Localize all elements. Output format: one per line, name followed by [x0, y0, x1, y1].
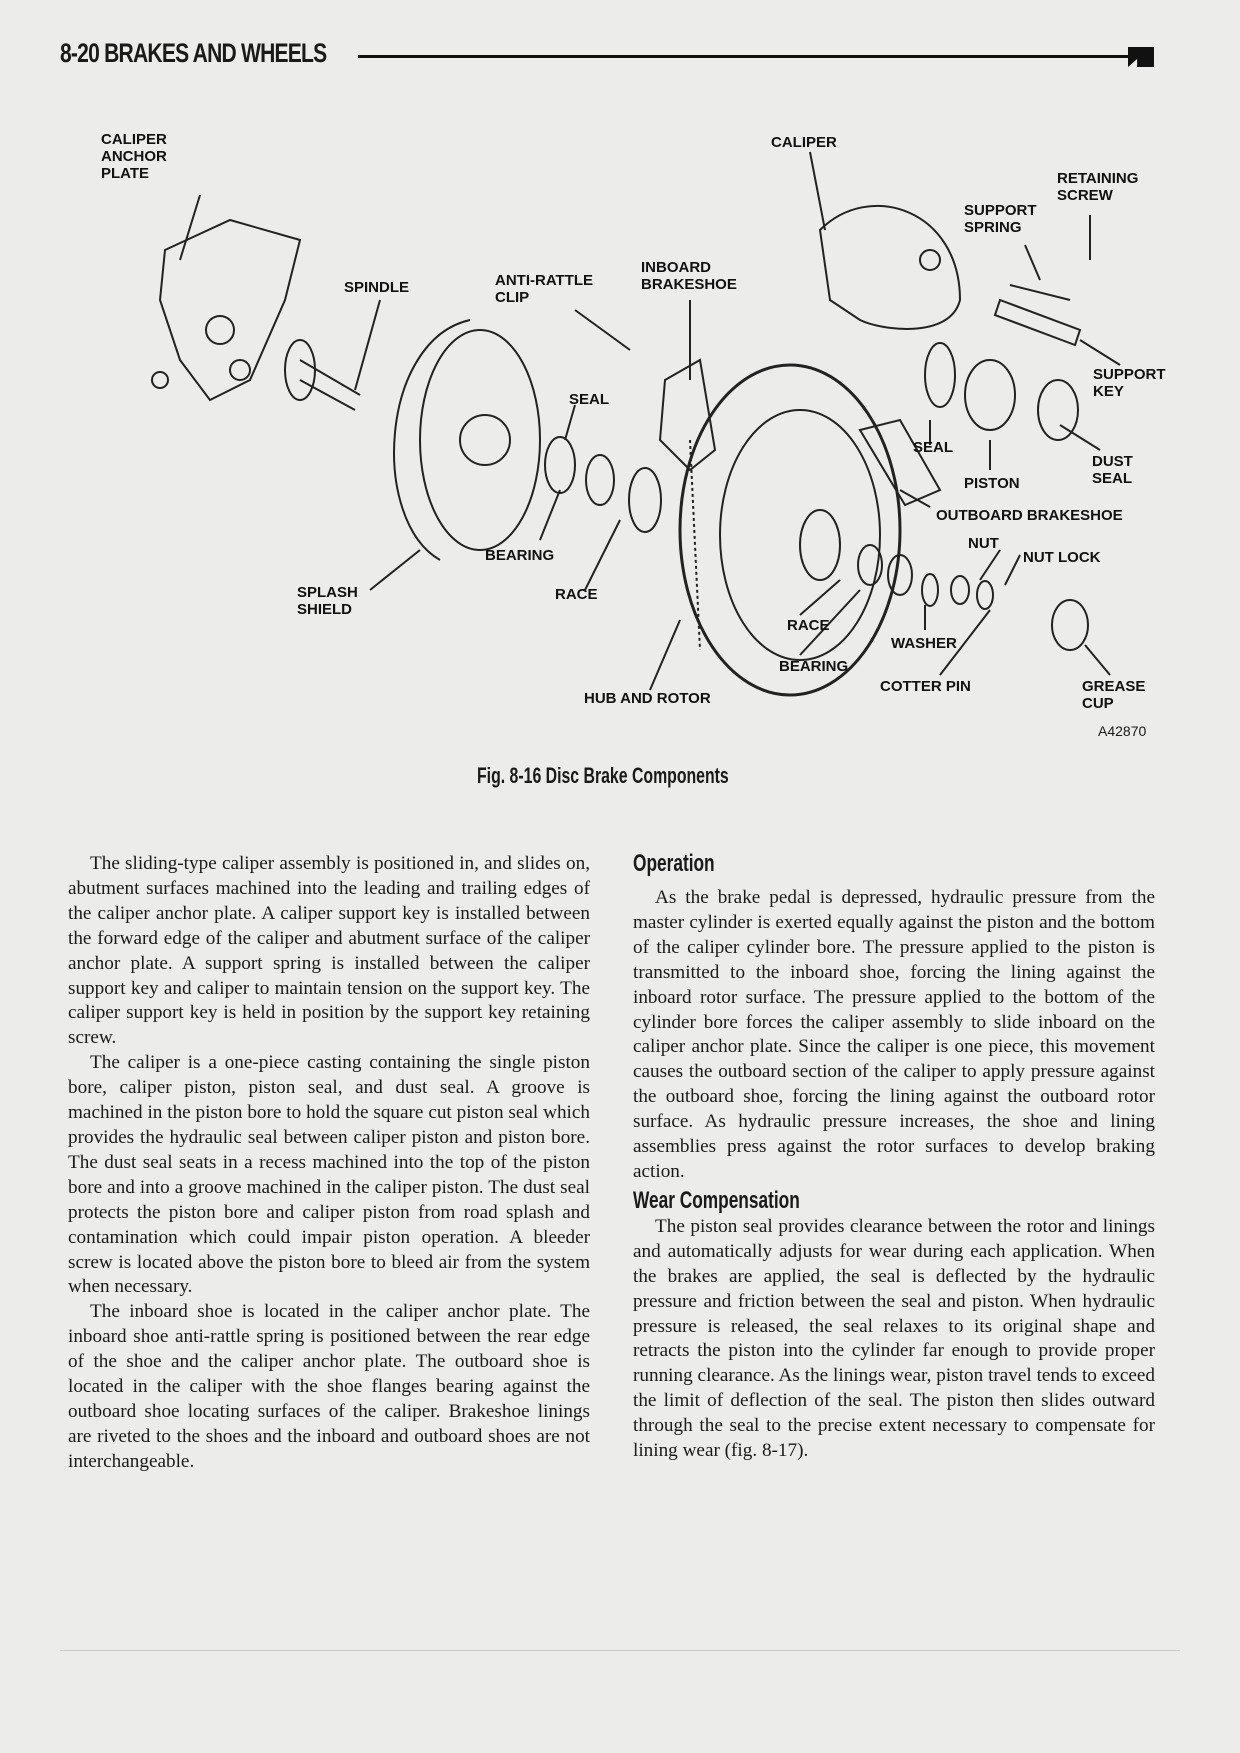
section-heading-operation: Operation [633, 850, 715, 877]
label-race-outer: RACE [787, 617, 830, 634]
label-outboard-brakeshoe: OUTBOARD BRAKESHOE [936, 507, 1123, 524]
label-race-inner: RACE [555, 586, 598, 603]
label-inboard-brakeshoe: INBOARD BRAKESHOE [641, 259, 737, 293]
label-dust-seal: DUST SEAL [1092, 453, 1133, 487]
paragraph: As the brake pedal is depressed, hydraulic pressure from the master cylinder is exerted equally against the piston and the bottom of the caliper cylinder bore. The pressure applied to the piston is transmitted to the inboard shoe, forcing the lining against the inboard rotor surface. The pressure applied to the bottom of the cylinder bore forces the caliper assembly to slide inboard on the caliper anchor plate. Since the caliper is one piece, this movement causes the outboard section of the caliper to apply pressure against the outboard shoe, forcing the lining against the outboard rotor surface. As hydraulic pressure increases, the shoe and lining assemblies press against the rotor surfaces to develop braking action. [633, 887, 1155, 1182]
support-key-drawing [995, 285, 1080, 345]
paragraph: The piston seal provides clearance between the rotor and linings and automatically adjusts for wear during each application. When the brakes are applied, the seal is deflected by the hydraulic pressure and friction between the seal and piston. When hydraulic pressure is released, the seal relaxes to its original shape and retracts the piston into the cylinder far enough to provide proper running clearance. As the linings wear, piston travel tends to exceed the limit of deflection of the seal. The piston then slides outward through the seal to the precise extent necessary to compensate for lining wear (fig. 8-17). [633, 1215, 1155, 1462]
label-spindle: SPINDLE [344, 279, 410, 296]
right-column-text [633, 850, 1155, 1464]
label-caliper-anchor-plate: CALIPER ANCHOR PLATE [101, 131, 167, 182]
header-rule [358, 55, 1128, 58]
label-nut-lock: NUT LOCK [1023, 549, 1101, 566]
inner-bearing-drawing [545, 437, 661, 532]
section-heading-wear-compensation: Wear Compensation [633, 1186, 800, 1214]
label-retaining-screw: RETAINING SCREW [1057, 170, 1139, 204]
inboard-brakeshoe-drawing [660, 360, 715, 470]
label-washer: WASHER [891, 635, 957, 652]
piston-seal-drawing [925, 343, 1078, 440]
label-bearing-inner: BEARING [485, 547, 555, 564]
anchor-plate-drawing [152, 220, 300, 400]
label-splash-shield: SPLASH SHIELD [297, 584, 358, 618]
label-hub-and-rotor: HUB AND ROTOR [584, 690, 711, 707]
outboard-brakeshoe-drawing [860, 420, 940, 505]
paragraph: The sliding-type caliper assembly is positioned in, and slides on, abutment surfaces machined into the leading and trailing edges of the caliper anchor plate. A caliper support key is installed between the forward edge of the caliper and abutment surface of the caliper anchor plate. A support spring is installed between the caliper support key and caliper to maintain tension on the support key. The caliper support key is held in position by the support key retaining screw. [68, 853, 590, 1049]
label-nut: NUT [968, 535, 999, 552]
label-bearing-outer: BEARING [779, 658, 849, 675]
page-bottom-edge [60, 1650, 1180, 1651]
label-anti-rattle-clip: ANTI-RATTLE CLIP [495, 272, 594, 306]
page-header-title: 8-20 BRAKES AND WHEELS [60, 38, 327, 68]
label-seal-inner: SEAL [569, 391, 610, 408]
label-caliper: CALIPER [771, 134, 837, 151]
hub-rotor-drawing [680, 365, 900, 695]
paragraph: The inboard shoe is located in the caliper anchor plate. The inboard shoe anti-rattle spring is positioned between the rear edge of the shoe and the caliper anchor plate. The outboard shoe is located in the caliper with the shoe flanges bearing against the outboard shoe locating surfaces of the caliper. Brakeshoe linings are riveted to the shoes and the inboard and outboard shoes are not interchangeable. [68, 1301, 590, 1472]
section-tab-mark [1128, 47, 1154, 67]
left-column-text [68, 852, 590, 1475]
label-grease-cup: GREASE CUP [1082, 678, 1146, 712]
figure-id: A42870 [1098, 723, 1147, 739]
caliper-drawing [820, 206, 960, 329]
label-support-spring: SUPPORT SPRING [964, 202, 1037, 236]
disc-brake-exploded-diagram [0, 110, 1240, 760]
paragraph: The caliper is a one-piece casting containing the single piston bore, caliper piston, piston seal, and dust seal. A groove is machined in the piston bore to hold the square cut piston seal which provides the hydraulic seal between caliper piston and piston bore. The dust seal seats in a recess machined into the top of the piston bore and into a groove machined in the caliper piston. The dust seal protects the piston bore and caliper piston from road splash and contamination which could impair piston operation. A bleeder screw is located above the piston bore to bleed air from the system when necessary. [68, 1052, 590, 1298]
label-cotter-pin: COTTER PIN [880, 678, 971, 695]
spindle-drawing [285, 340, 360, 410]
figure-caption: Fig. 8-16 Disc Brake Components [477, 763, 729, 788]
splash-shield-drawing [394, 320, 540, 560]
label-support-key: SUPPORT KEY [1093, 366, 1166, 400]
label-seal-piston: SEAL [913, 439, 954, 456]
label-piston: PISTON [964, 475, 1020, 492]
